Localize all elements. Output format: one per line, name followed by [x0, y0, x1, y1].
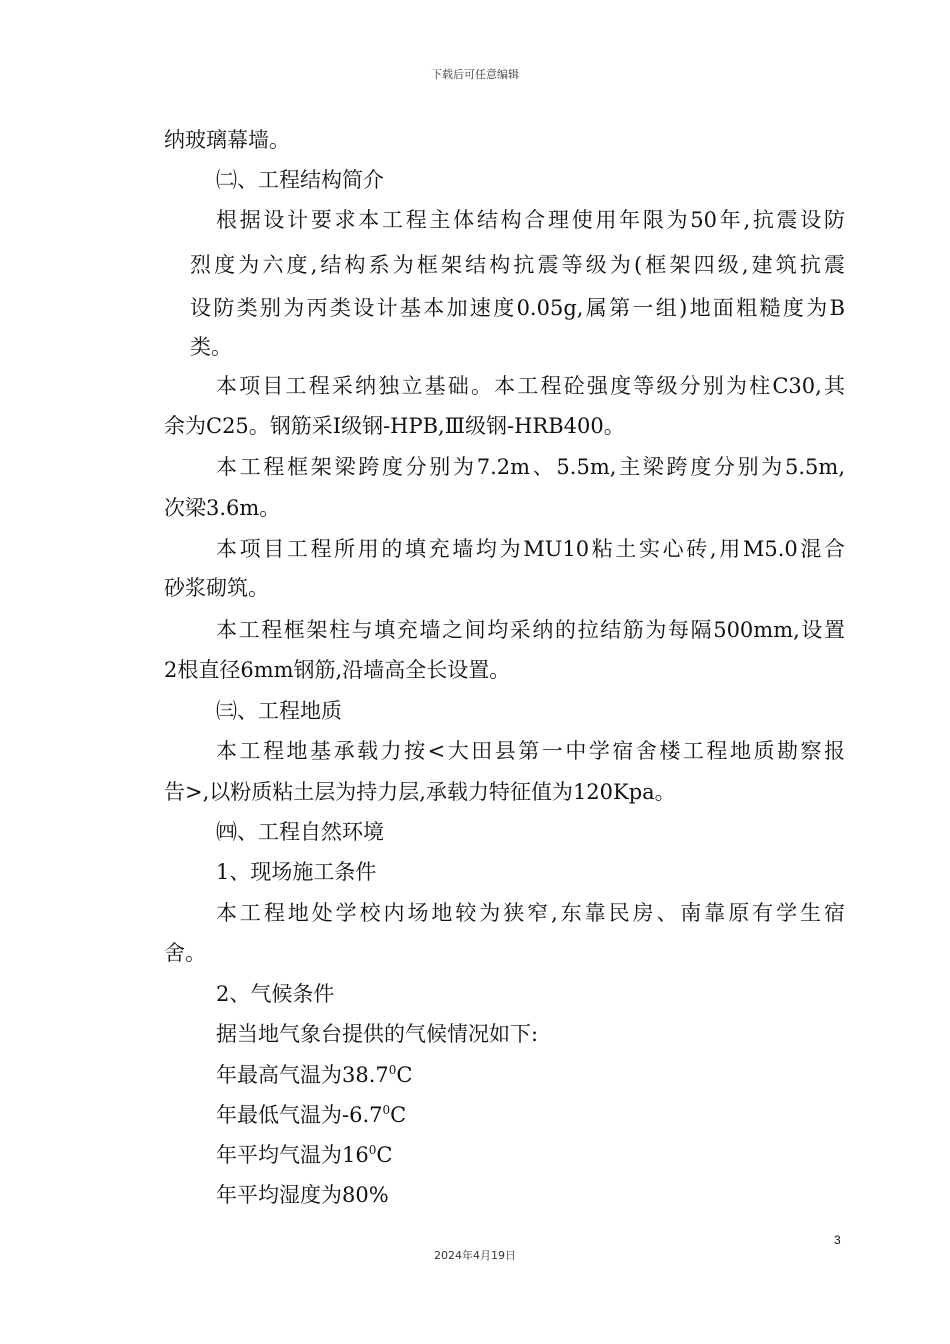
text-line: 本工程地处学校内场地较为狭窄,东靠民房、南靠原有学生宿 [216, 901, 845, 925]
page-footer-date: 2024年4月19日 [434, 1249, 516, 1262]
text-line: 砂浆砌筑。 [164, 576, 269, 600]
text-line: 告>,以粉质粘土层为持力层,承载力特征值为120Kpa。 [164, 780, 676, 804]
climate-line: 年平均气温为$16^0C$ [216, 1143, 393, 1167]
climate-line: 年平均湿度为80% [216, 1183, 389, 1207]
section-heading: ㈣、工程自然环境 [216, 820, 384, 844]
text-line: 本工程框架柱与填充墙之间均采纳的拉结筋为每隔500mm,设置 [216, 618, 845, 642]
text-line: 余为C25。钢筋采Ⅰ级钢-HPB,Ⅲ级钢-HRB400。 [164, 414, 625, 438]
section-heading: ㈡、工程结构简介 [216, 168, 384, 192]
text-line: 纳玻璃幕墙。 [164, 128, 290, 152]
text-line: 舍。 [164, 941, 206, 965]
text-line: 2根直径6mm钢筋,沿墙高全长设置。 [164, 658, 511, 682]
subsection-heading: 1、现场施工条件 [216, 860, 377, 884]
text-line: 本项目工程采纳独立基础。本工程砼强度等级分别为柱C30,其 [216, 374, 845, 398]
page-number: 3 [834, 1233, 841, 1247]
text-line: 本工程框架梁跨度分别为7.2m、5.5m,主梁跨度分别为5.5m, [216, 455, 845, 479]
text-line: 根据设计要求本工程主体结构合理使用年限为50年,抗震设防 [216, 208, 845, 232]
page-header: 下载后可任意编辑 [431, 68, 519, 81]
text-line: 类。 [190, 335, 232, 359]
text-line: 烈度为六度,结构系为框架结构抗震等级为(框架四级,建筑抗震 [190, 253, 845, 277]
subsection-heading: 2、气候条件 [216, 982, 335, 1006]
climate-line: 年最高气温为38.7$^0$C [216, 1063, 413, 1087]
text-line: 次梁3.6m。 [164, 496, 281, 520]
section-heading: ㈢、工程地质 [216, 699, 342, 723]
text-line: 据当地气象台提供的气候情况如下: [216, 1022, 539, 1046]
text-line: 设防类别为丙类设计基本加速度0.05g,属第一组)地面粗糙度为B [190, 296, 845, 320]
text-line: 本项目工程所用的填充墙均为MU10粘土实心砖,用M5.0混合 [216, 537, 845, 561]
climate-line: 年最低气温为$-6.7^0C$ [216, 1103, 407, 1127]
text-line: 本工程地基承载力按<大田县第一中学宿舍楼工程地质勘察报 [216, 739, 845, 763]
